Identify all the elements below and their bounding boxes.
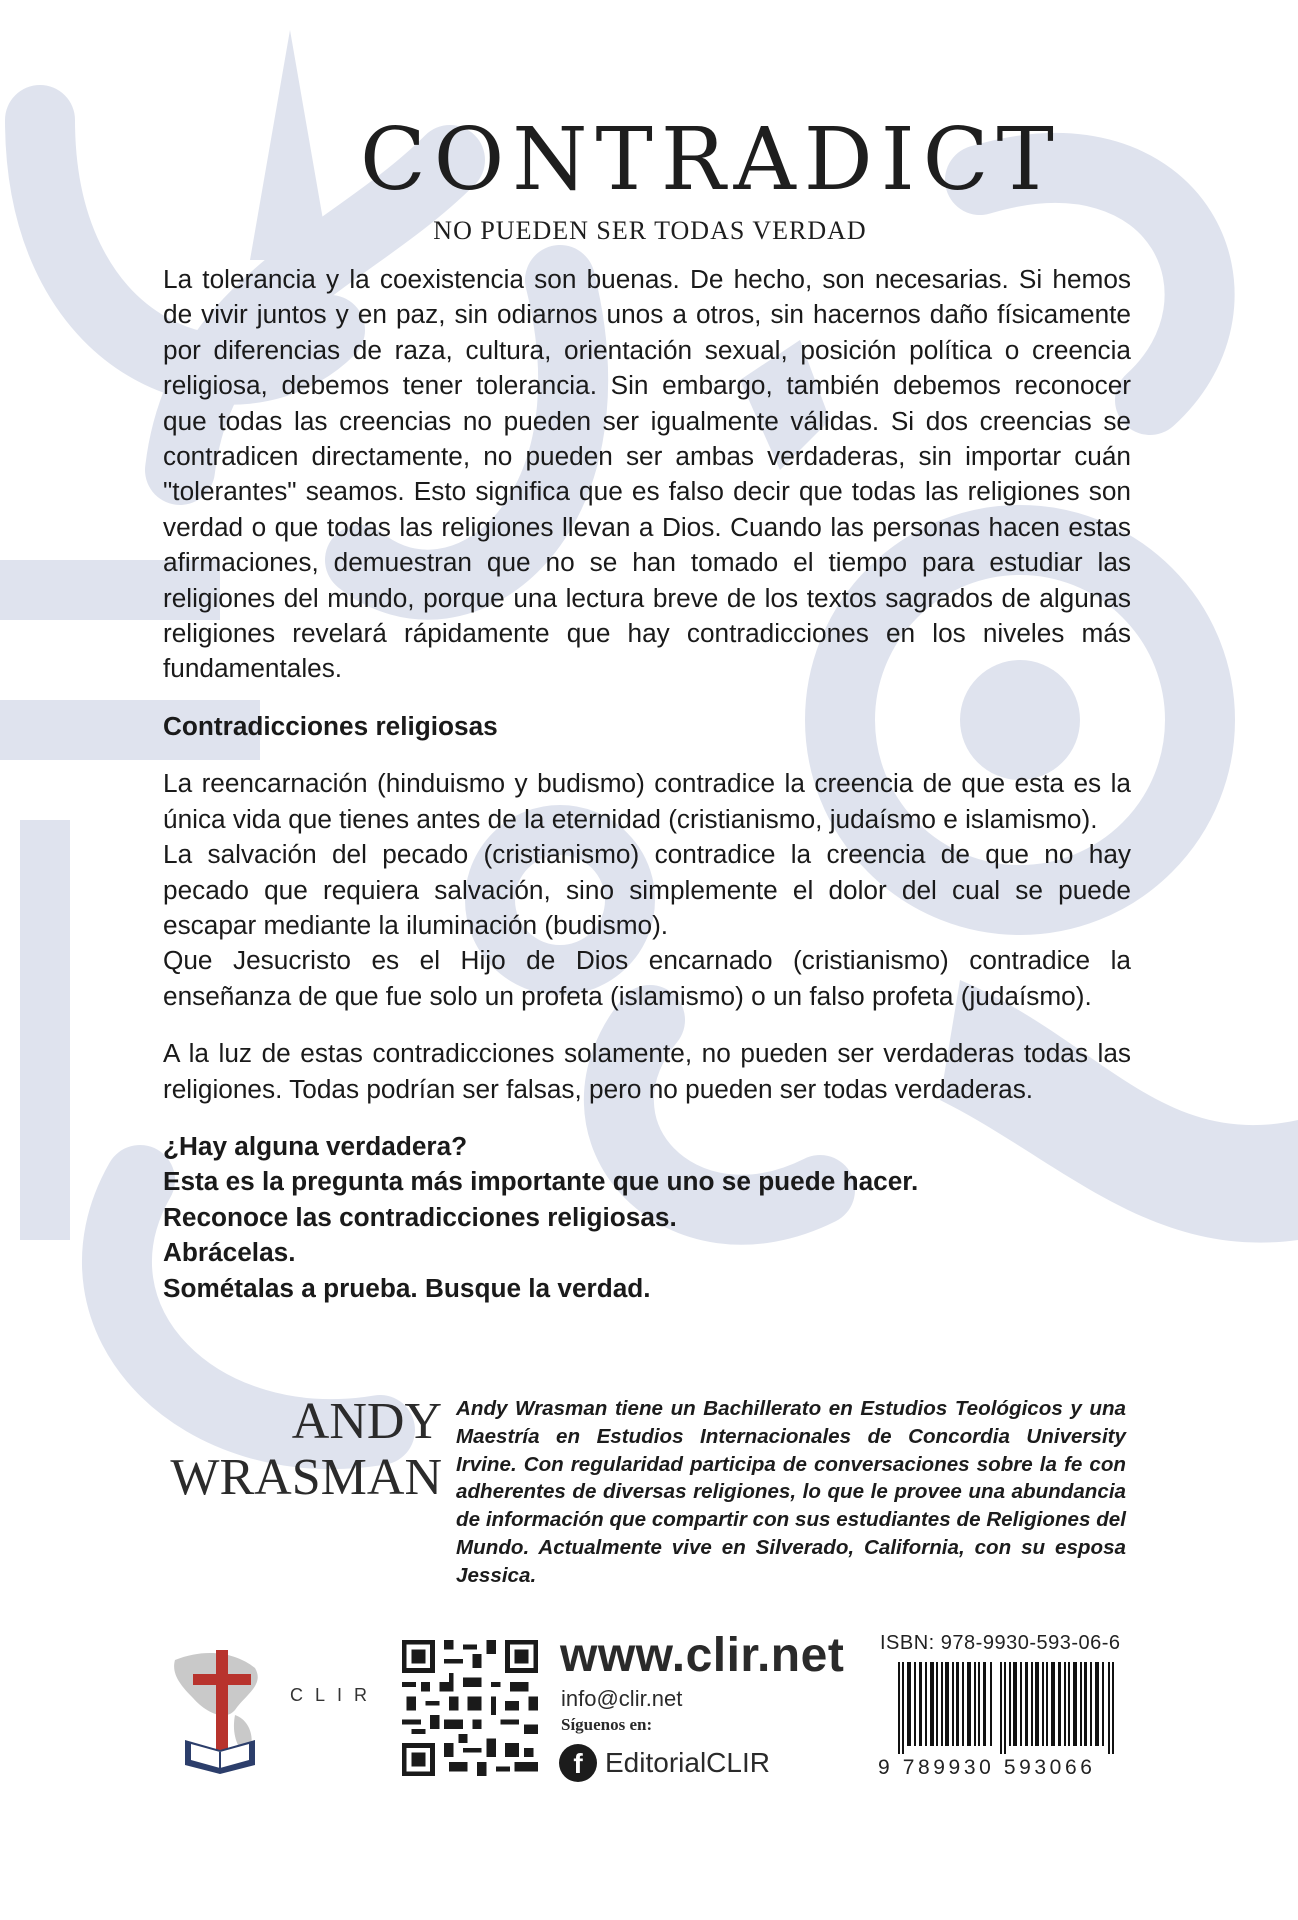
cta-line: Sométalas a prueba. Busque la verdad. (163, 1272, 651, 1303)
contradiction-item: La salvación del pecado (cristianismo) contradice la creencia de que no hay pecado que requiera salvación, sino simplemente el dolor del cual se puede escapar mediante la iluminación (budismo). (163, 839, 1131, 940)
barcode-icon (878, 1662, 1132, 1754)
book-logo (360, 110, 1062, 250)
publisher-name: CLIR (290, 1685, 380, 1705)
cta-line: Reconoce las contradicciones religiosas. (163, 1201, 677, 1232)
facebook-link[interactable] (559, 1744, 770, 1782)
logo-wordmark: CONTRADICT (360, 110, 1062, 210)
qr-code-icon[interactable] (402, 1640, 538, 1776)
isbn-number: ISBN: 978-9930-593-06-6 (880, 1632, 1121, 1654)
call-to-action (163, 1129, 1131, 1306)
contradiction-item: La reencarnación (hinduismo y budismo) contradice la creencia de que esta es la única vida que tienes antes de la eternidad (cristianismo, judaísmo e islamismo). (163, 768, 1131, 834)
conclusion-paragraph: A la luz de estas contradicciones solamente, no pueden ser verdaderas todas las religiones. Todas podrían ser falsas, pero no pueden ser todas verdaderas. (163, 1038, 1131, 1104)
website-link[interactable]: www.clir.net (560, 1629, 845, 1682)
facebook-icon: f (559, 1744, 597, 1782)
author-bio: Andy Wrasman tiene un Bachillerato en Estudios Teológicos y una Maestría en Estudios Internacionales de Concordia University Irvine. Con regularidad participa de conversaciones sobre la fe con adherentes de diversas religiones, lo que le provee una abundancia de información que compartir con sus estudiantes de Religiones del Mundo. Actualmente vive en Silverado, California, con su esposa Jessica. (456, 1397, 1126, 1587)
follow-label: Síguenos en: (561, 1715, 653, 1734)
description-text (163, 262, 1131, 1306)
logo-subtitle: NO PUEDEN SER TODAS VERDAD (433, 216, 867, 245)
author-first-name: ANDY (291, 1393, 442, 1450)
barcode-digits: 9 789930 593066 (878, 1756, 1096, 1779)
author-name (162, 1394, 442, 1506)
cta-line: ¿Hay alguna verdadera? (163, 1130, 468, 1161)
facebook-handle: EditorialCLIR (605, 1747, 770, 1778)
cta-line: Esta es la pregunta más importante que uno se puede hacer. (163, 1166, 919, 1197)
isbn-barcode (878, 1632, 1132, 1780)
section-heading: Contradicciones religiosas (163, 710, 498, 741)
cta-line: Abrácelas. (163, 1237, 296, 1268)
email-link[interactable]: info@clir.net (561, 1686, 683, 1711)
contradiction-item: Que Jesucristo es el Hijo de Dios encarnado (cristianismo) contradice la enseñanza de que fue solo un profeta (islamismo) o un falso profeta (judaísmo). (163, 945, 1131, 1011)
intro-paragraph: La tolerancia y la coexistencia son buenas. De hecho, son necesarias. Si hemos de vivir juntos y en paz, sin odiarnos unos a otros, sin hacernos daño físicamente por diferencias de raza, cultura, orientación sexual, posición política o creencia religiosa, debemos tener tolerancia. Sin embargo, también debemos reconocer que todas las creencias no pueden ser igualmente válidas. Si dos creencias se contradicen directamente, no pueden ser ambas verdaderas, sin importar cuán "tolerantes" seamos. Esto significa que es falso decir que todas las religiones son verdad o que todas las religiones llevan a Dios. Cuando las personas hacen estas afirmaciones, demuestran que no se han tomado el tiempo para estudiar las religiones del mundo, porque una lectura breve de los textos sagrados de algunas religiones revelará rápidamente que hay contradicciones en los niveles más fundamentales. (163, 264, 1131, 684)
clir-logo-icon (165, 1640, 395, 1780)
author-last-name: WRASMAN (170, 1449, 442, 1506)
